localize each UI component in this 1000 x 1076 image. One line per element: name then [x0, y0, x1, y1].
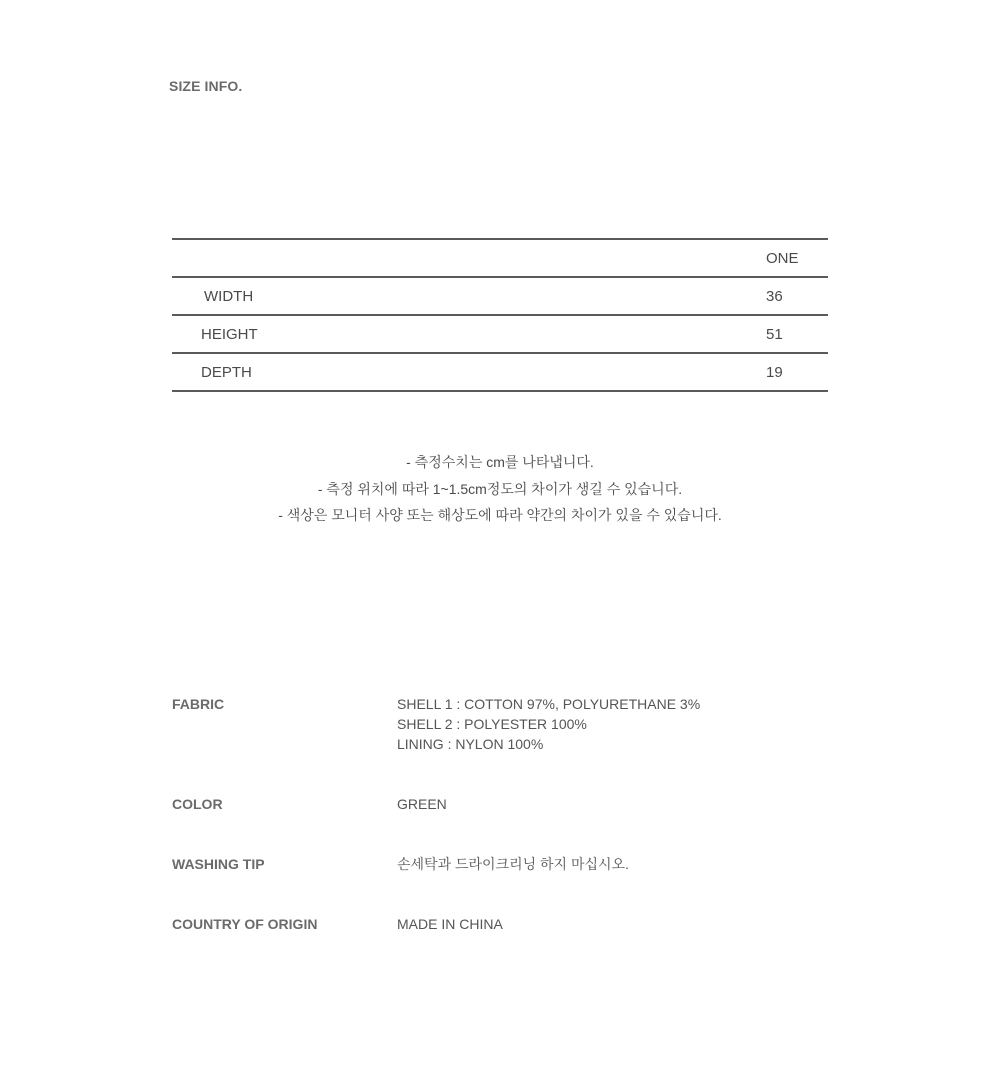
note-line: - 측정수치는 cm를 나타냅니다.: [406, 454, 594, 470]
washing-tip-label: WASHING TIP: [172, 856, 265, 872]
size-table-header-row: [172, 239, 828, 277]
country-of-origin-label: COUNTRY OF ORIGIN: [172, 916, 318, 932]
note-line: - 색상은 모니터 사양 또는 해상도에 따라 약간의 차이가 있을 수 있습니다.: [278, 507, 722, 523]
color-label: COLOR: [172, 796, 223, 812]
size-table: [172, 238, 828, 392]
fabric-label: FABRIC: [172, 696, 225, 712]
product-info: [172, 694, 828, 974]
table-row: [172, 277, 828, 315]
fabric-value: [397, 694, 700, 754]
washing-tip-row: [172, 854, 828, 874]
size-label-depth: DEPTH: [201, 363, 252, 381]
fabric-line: LINING : NYLON 100%: [397, 736, 544, 752]
country-of-origin-row: [172, 914, 828, 934]
size-table-header-empty: [172, 239, 766, 277]
washing-tip-value: 손세탁과 드라이크리닝 하지 마십시오.: [397, 856, 629, 872]
size-notes: [0, 449, 1000, 529]
size-value-width: 36: [766, 287, 783, 305]
size-label-height: HEIGHT: [201, 325, 258, 343]
color-row: [172, 794, 828, 814]
table-row: [172, 315, 828, 353]
size-value-depth: 19: [766, 363, 783, 381]
size-info-title: SIZE INFO.: [169, 78, 243, 94]
fabric-line: SHELL 1 : COTTON 97%, POLYURETHANE 3%: [397, 696, 701, 712]
fabric-line: SHELL 2 : POLYESTER 100%: [397, 716, 587, 732]
size-value-height: 51: [766, 325, 783, 343]
size-table-header-one: ONE: [766, 249, 799, 267]
size-label-width: WIDTH: [204, 287, 254, 305]
fabric-row: [172, 694, 828, 754]
color-value: GREEN: [397, 796, 447, 812]
table-row: [172, 353, 828, 391]
note-line: - 측정 위치에 따라 1~1.5cm정도의 차이가 생길 수 있습니다.: [317, 480, 683, 497]
country-of-origin-value: MADE IN CHINA: [397, 916, 503, 932]
